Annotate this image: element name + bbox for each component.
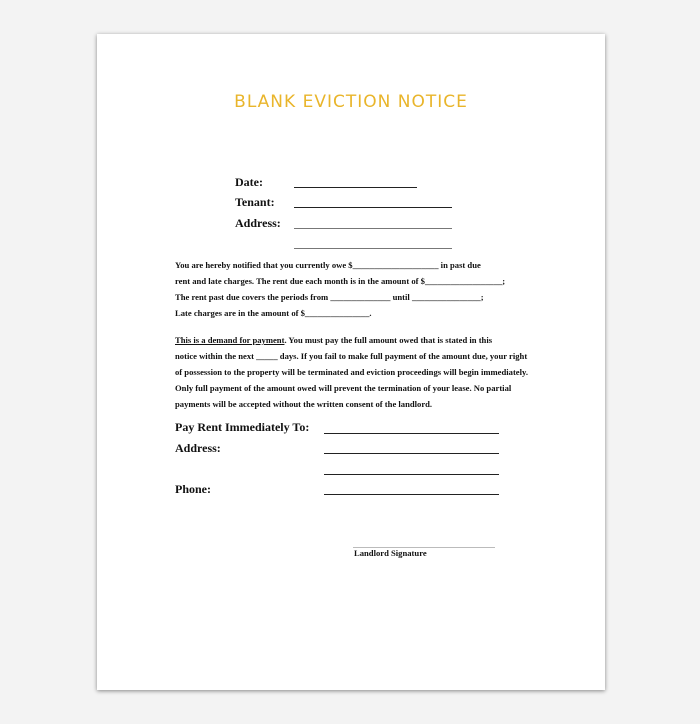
pay-rent-line (324, 433, 499, 434)
demand-line: notice within the next _____ days. If you fail to make full payment of the amount due, your right (175, 351, 528, 361)
signature-label: Landlord Signature (354, 548, 427, 558)
tenant-label: Tenant: (235, 195, 275, 209)
address-line-1 (294, 228, 452, 229)
pay-rent-label: Pay Rent Immediately To: (175, 420, 310, 434)
document-title: BLANK EVICTION NOTICE (234, 92, 468, 112)
phone-label: Phone: (175, 482, 211, 496)
notice-line: You are hereby notified that you currently owe $____________________ in past due (175, 260, 481, 270)
address-label: Address: (235, 216, 281, 230)
notice-line: The rent past due covers the periods from ______________ until ________________; (175, 292, 484, 302)
document-page (97, 34, 605, 690)
notice-line: Late charges are in the amount of $_______________. (175, 308, 372, 318)
address-line-2 (294, 248, 452, 249)
demand-line: payments will be accepted without the written consent of the landlord. (175, 399, 433, 409)
demand-line: of possession to the property will be terminated and eviction proceedings will begin immediately. (175, 367, 528, 377)
phone-line (324, 494, 499, 495)
notice-line: rent and late charges. The rent due each month is in the amount of $__________________; (175, 276, 506, 286)
date-line (294, 187, 417, 188)
demand-line (175, 335, 492, 345)
tenant-line (294, 207, 452, 208)
demand-line: Only full payment of the amount owed will prevent the termination of your lease. No partial (175, 383, 512, 393)
payment-address-label: Address: (175, 441, 221, 455)
date-label: Date: (235, 175, 263, 189)
payment-address-line-2 (324, 474, 499, 475)
demand-line-rest: . You must pay the full amount owed that is stated in this (284, 335, 493, 345)
payment-address-line-1 (324, 453, 499, 454)
demand-heading: This is a demand for payment (175, 335, 285, 345)
